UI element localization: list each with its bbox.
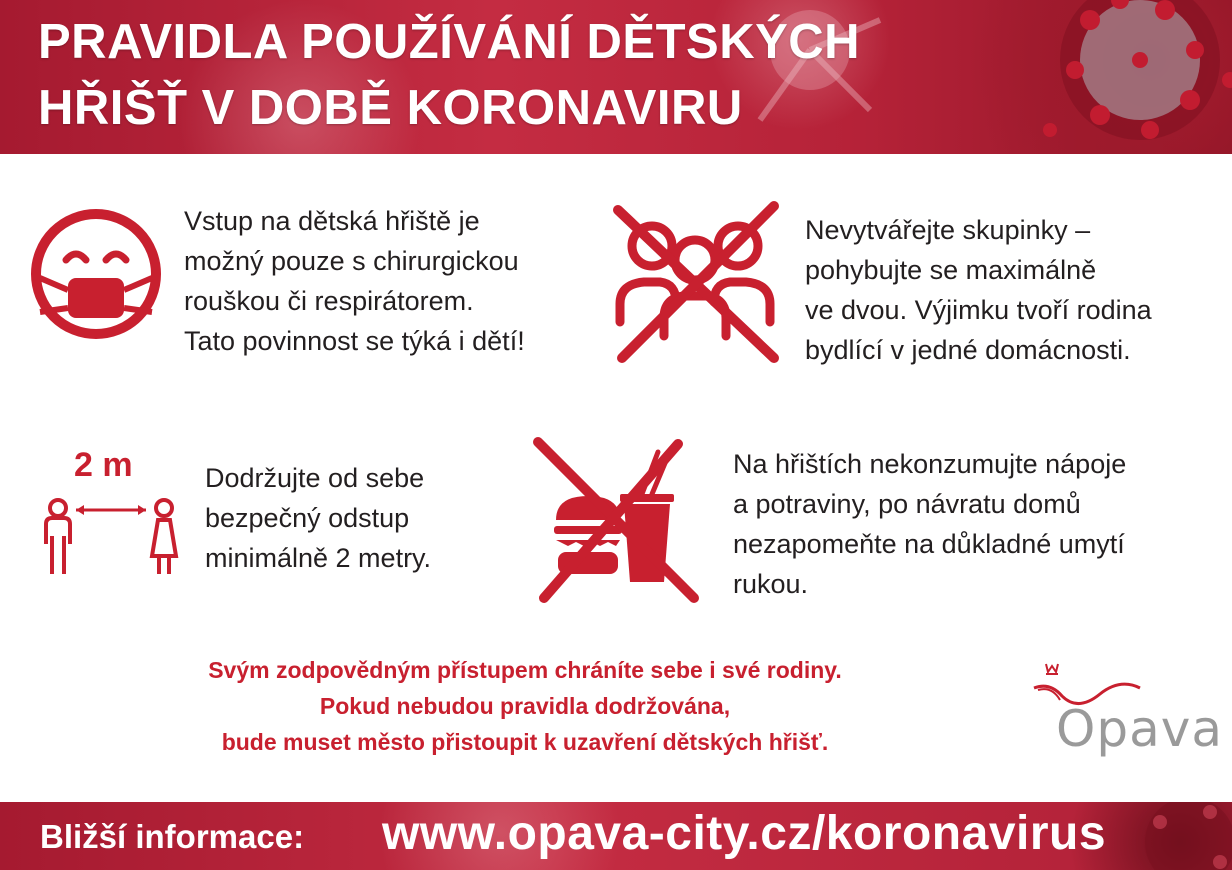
rule-groups-line: bydlící v jedné domácnosti. [805, 335, 1131, 365]
closing-message-line: Pokud nebudou pravidla dodržována, [319, 693, 731, 719]
rule-distance-line: Dodržujte od sebe [205, 463, 425, 493]
rule-food-line: Na hřištích nekonzumujte nápoje [733, 449, 1127, 479]
rule-groups-text [805, 210, 1152, 370]
rule-food-line: nezapomeňte na důkladné umytí [733, 529, 1125, 559]
closing-message-line: Svým zodpovědným přístupem chráníte sebe i své rodiny. [208, 657, 842, 683]
footer-info-label: Bližší informace: [40, 818, 305, 855]
footer-url-link[interactable]: www.opava-city.cz/koronavirus [382, 807, 1107, 860]
page-title-line-1: PRAVIDLA POUŽÍVÁNÍ DĚTSKÝCH [38, 15, 861, 69]
closing-message-line: bude muset město přistoupit k uzavření dětských hřišť. [221, 729, 829, 755]
rule-groups-line: Nevytvářejte skupinky – [805, 215, 1091, 245]
no-food-icon [532, 432, 702, 604]
rule-groups-line: ve dvou. Výjimku tvoří rodina [805, 295, 1152, 325]
rule-distance-line: minimálně 2 metry. [205, 543, 432, 573]
virus-decoration-icon [1100, 802, 1232, 870]
distance-label: 2 m [74, 446, 133, 484]
rule-food-line: a potraviny, po návratu domů [733, 489, 1081, 519]
rule-mask-line: Tato povinnost se týká i dětí! [184, 326, 525, 356]
opava-logo-text: Opava [1056, 700, 1223, 758]
rule-distance-text [205, 458, 431, 578]
rule-mask-text [184, 201, 525, 361]
rule-groups-line: pohybujte se maximálně [805, 255, 1097, 285]
rule-food-line: rukou. [733, 569, 809, 599]
virus-decoration-icon [990, 0, 1232, 154]
header-banner [0, 0, 1232, 154]
rule-food-text [733, 444, 1126, 604]
footer-banner [0, 802, 1232, 870]
closing-message [60, 652, 990, 760]
rule-distance-line: bezpečný odstup [205, 503, 410, 533]
page-title-line-2: HŘIŠŤ V DOBĚ KORONAVIRU [38, 81, 743, 135]
distance-icon [36, 496, 186, 578]
rule-mask-line: Vstup na dětská hřiště je [184, 206, 480, 236]
rule-mask-line: možný pouze s chirurgickou [184, 246, 519, 276]
rule-mask-line: rouškou či respirátorem. [184, 286, 474, 316]
face-mask-icon [30, 208, 162, 340]
no-groups-icon [604, 196, 786, 368]
